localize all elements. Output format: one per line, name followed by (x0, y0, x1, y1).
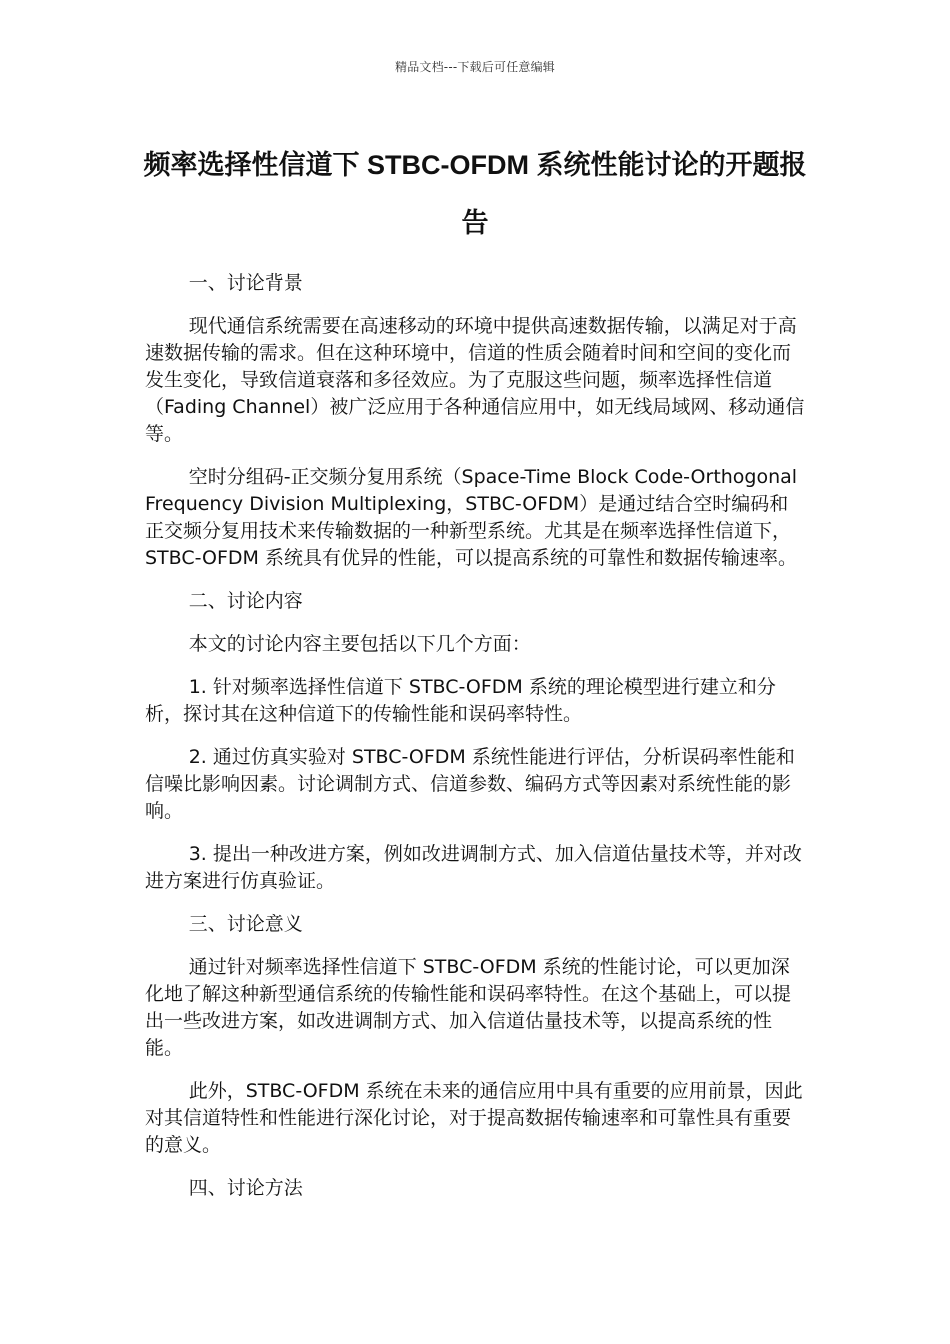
list-item-2: 2. 通过仿真实验对 STBC-OFDM 系统性能进行评估，分析误码率性能和信噪比影响因素。讨论调制方式、信道参数、编码方式等因素对系统性能的影响。 (145, 746, 795, 822)
page-header: 精品文档---下载后可任意编辑 (395, 60, 555, 74)
section-heading-method: 四、讨论方法 (188, 1177, 303, 1199)
document-title: 频率选择性信道下 STBC-OFDM 系统性能讨论的开题报告 (143, 150, 807, 238)
section-heading-background: 一、讨论背景 (188, 272, 303, 294)
section-heading-content: 二、讨论内容 (188, 590, 303, 612)
paragraph-significance-2: 此外，STBC-OFDM 系统在未来的通信应用中具有重要的应用前景，因此对其信道特性和性能进行深化讨论，对于提高数据传输速率和可靠性具有重要的意义。 (145, 1080, 803, 1156)
document-body (145, 270, 805, 1218)
paragraph-background-1: 现代通信系统需要在高速移动的环境中提供高速数据传输，以满足对于高速数据传输的需求。但在这种环境中，信道的性质会随着时间和空间的变化而发生变化，导致信道衰落和多径效应。为了克服这些问题，频率选择性信道（Fading Channel）被广泛应用于各种通信应用中，如无线局域网、移动通信等。 (145, 315, 805, 445)
paragraph-significance-1: 通过针对频率选择性信道下 STBC-OFDM 系统的性能讨论，可以更加深化地了解这种新型通信系统的传输性能和误码率特性。在这个基础上，可以提出一些改进方案，如改进调制方式、加入信道估量技术等，以提高系统的性能。 (145, 956, 792, 1059)
paragraph-content-intro: 本文的讨论内容主要包括以下几个方面： (188, 633, 531, 655)
list-item-1: 1. 针对频率选择性信道下 STBC-OFDM 系统的理论模型进行建立和分析，探讨其在这种信道下的传输性能和误码率特性。 (145, 676, 776, 725)
list-item-3: 3. 提出一种改进方案，例如改进调制方式、加入信道估量技术等，并对改进方案进行仿真验证。 (145, 843, 802, 892)
paragraph-background-2: 空时分组码-正交频分复用系统（Space-Time Block Code-Orthogonal Frequency Division Multiplexing，STBC-OFDM）是通过结合空时编码和正交频分复用技术来传输数据的一种新型系统。尤其是在频率选择性信道下，STBC-OFDM 系统具有优异的性能，可以提高系统的可靠性和数据传输速率。 (145, 466, 798, 569)
section-heading-significance: 三、讨论意义 (188, 913, 303, 935)
